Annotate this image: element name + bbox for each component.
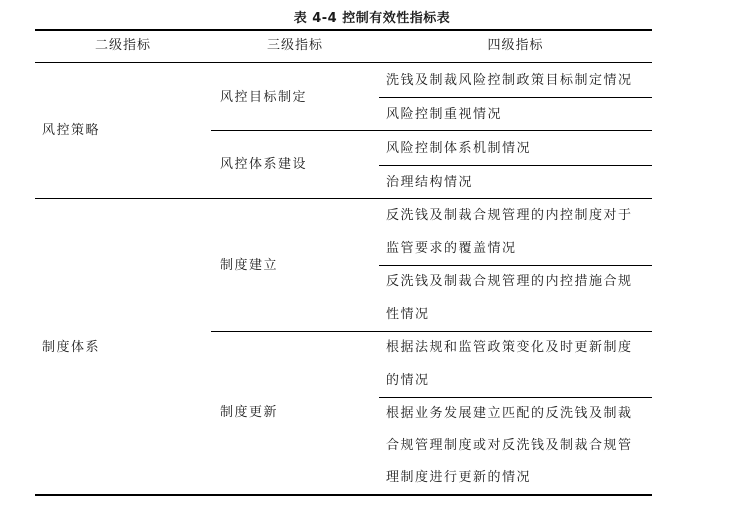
level4-item: 反洗钱及制裁合规管理的内控制度对于 [386, 208, 633, 223]
header-level4: 四级指标 [487, 38, 544, 53]
level4-item: 治理结构情况 [386, 175, 474, 190]
table-caption: 表 4-4 控制有效性指标表 [293, 11, 451, 26]
level3-risk-system: 风控体系建设 [220, 157, 308, 172]
level3-system-setup: 制度建立 [220, 258, 279, 273]
header-level3: 三级指标 [266, 38, 323, 53]
level2-risk-strategy: 风控策略 [42, 123, 101, 138]
header-bottom-rule [35, 62, 652, 63]
level2-system: 制度体系 [42, 340, 101, 355]
header-level2: 二级指标 [94, 38, 151, 53]
level4-item: 根据法规和监管政策变化及时更新制度 [386, 340, 633, 355]
level4-item: 根据业务发展建立匹配的反洗钱及制裁 [386, 406, 633, 421]
level4-item: 的情况 [386, 373, 430, 388]
level4-item: 风险控制体系机制情况 [386, 141, 532, 156]
table-bottom-rule [35, 494, 652, 496]
level4-item: 反洗钱及制裁合规管理的内控措施合规 [386, 274, 633, 289]
level3-risk-target: 风控目标制定 [220, 90, 308, 105]
level3-system-update: 制度更新 [220, 405, 279, 420]
level4-item: 风险控制重视情况 [386, 107, 503, 122]
level4-item: 监管要求的覆盖情况 [386, 241, 517, 256]
level4-item: 合规管理制度或对反洗钱及制裁合规管 [386, 438, 633, 453]
level4-item: 理制度进行更新的情况 [386, 470, 532, 485]
level4-item: 性情况 [386, 307, 430, 322]
level4-item: 洗钱及制裁风险控制政策目标制定情况 [386, 73, 633, 88]
